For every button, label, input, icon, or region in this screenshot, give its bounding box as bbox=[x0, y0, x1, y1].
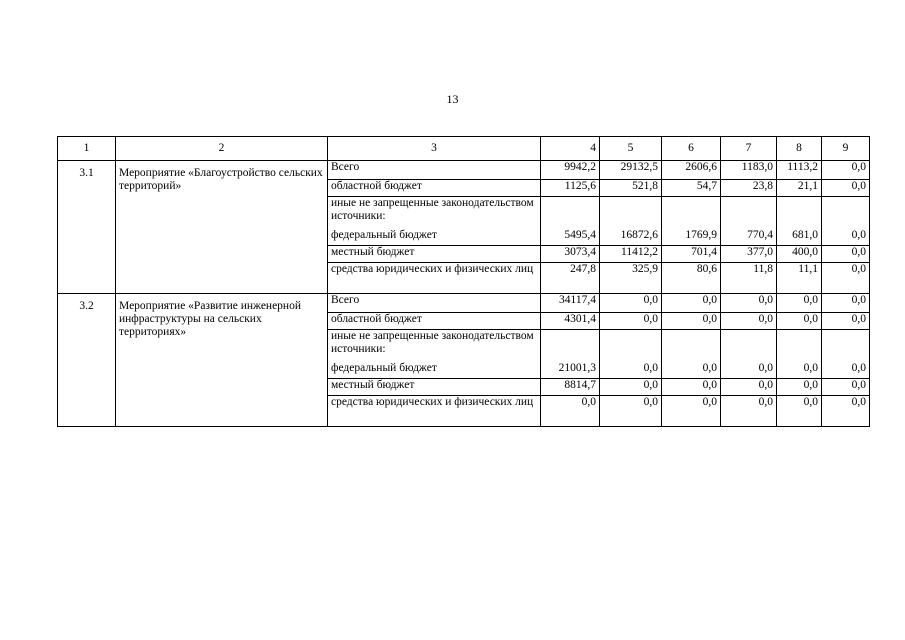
value-cell: 1125,6 bbox=[541, 180, 600, 197]
header-cell: 5 bbox=[600, 137, 662, 161]
value-cell: 0,0 bbox=[662, 396, 721, 427]
value-cell: 701,4 bbox=[662, 246, 721, 263]
funding-source-cell: Всего bbox=[328, 161, 541, 180]
value-cell: 0,0 bbox=[721, 379, 777, 396]
value-cell: 0,0 bbox=[777, 294, 822, 313]
value-cell bbox=[662, 197, 721, 230]
value-cell: 3073,4 bbox=[541, 246, 600, 263]
value-cell bbox=[777, 197, 822, 230]
value-cell: 0,0 bbox=[777, 379, 822, 396]
value-cell: 1183,0 bbox=[721, 161, 777, 180]
value-cell bbox=[600, 197, 662, 230]
header-cell: 8 bbox=[777, 137, 822, 161]
table-row bbox=[58, 294, 870, 313]
header-cell: 9 bbox=[822, 137, 870, 161]
value-cell: 8814,7 bbox=[541, 379, 600, 396]
header-cell: 2 bbox=[116, 137, 328, 161]
value-cell: 0,0 bbox=[600, 379, 662, 396]
value-cell: 9942,2 bbox=[541, 161, 600, 180]
measure-name-cell: Мероприятие «Благоустройство сельских территорий» bbox=[116, 161, 328, 294]
funding-source-cell: Всего bbox=[328, 294, 541, 313]
budget-table bbox=[57, 136, 870, 427]
funding-source-cell: местный бюджет bbox=[328, 379, 541, 396]
value-cell: 5495,4 bbox=[541, 229, 600, 246]
value-cell: 0,0 bbox=[777, 396, 822, 427]
item-number-cell: 3.1 bbox=[58, 161, 116, 294]
value-cell: 29132,5 bbox=[600, 161, 662, 180]
value-cell bbox=[721, 330, 777, 363]
value-cell: 1769,9 bbox=[662, 229, 721, 246]
value-cell: 0,0 bbox=[600, 396, 662, 427]
value-cell: 0,0 bbox=[822, 379, 870, 396]
value-cell bbox=[541, 330, 600, 363]
header-cell: 1 bbox=[58, 137, 116, 161]
item-number-cell: 3.2 bbox=[58, 294, 116, 427]
value-cell: 0,0 bbox=[721, 396, 777, 427]
funding-source-cell: местный бюджет bbox=[328, 246, 541, 263]
value-cell bbox=[600, 330, 662, 363]
funding-source-cell: федеральный бюджет bbox=[328, 229, 541, 246]
value-cell: 0,0 bbox=[777, 362, 822, 379]
funding-source-cell: средства юридических и физических лиц bbox=[328, 263, 541, 294]
measure-name-cell: Мероприятие «Развитие инженерной инфраструктуры на сельских территориях» bbox=[116, 294, 328, 427]
funding-source-cell: средства юридических и физических лиц bbox=[328, 396, 541, 427]
funding-source-cell: областной бюджет bbox=[328, 180, 541, 197]
value-cell: 11412,2 bbox=[600, 246, 662, 263]
value-cell: 0,0 bbox=[600, 294, 662, 313]
table-body bbox=[58, 137, 870, 427]
value-cell: 0,0 bbox=[662, 294, 721, 313]
value-cell: 0,0 bbox=[662, 313, 721, 330]
header-cell: 3 bbox=[328, 137, 541, 161]
header-cell: 4 bbox=[541, 137, 600, 161]
value-cell: 0,0 bbox=[541, 396, 600, 427]
value-cell: 80,6 bbox=[662, 263, 721, 294]
value-cell: 23,8 bbox=[721, 180, 777, 197]
value-cell bbox=[822, 197, 870, 230]
value-cell: 0,0 bbox=[600, 313, 662, 330]
value-cell: 0,0 bbox=[822, 396, 870, 427]
funding-source-cell: иные не запрещенные законодательством источники: bbox=[328, 330, 541, 363]
value-cell: 54,7 bbox=[662, 180, 721, 197]
value-cell: 325,9 bbox=[600, 263, 662, 294]
value-cell bbox=[822, 330, 870, 363]
value-cell: 4301,4 bbox=[541, 313, 600, 330]
value-cell: 0,0 bbox=[822, 229, 870, 246]
value-cell: 400,0 bbox=[777, 246, 822, 263]
value-cell: 0,0 bbox=[777, 313, 822, 330]
value-cell: 0,0 bbox=[822, 313, 870, 330]
funding-source-cell: областной бюджет bbox=[328, 313, 541, 330]
value-cell: 34117,4 bbox=[541, 294, 600, 313]
value-cell: 0,0 bbox=[600, 362, 662, 379]
value-cell: 377,0 bbox=[721, 246, 777, 263]
header-row bbox=[58, 137, 870, 161]
value-cell: 0,0 bbox=[662, 379, 721, 396]
value-cell bbox=[721, 197, 777, 230]
value-cell: 0,0 bbox=[721, 294, 777, 313]
value-cell bbox=[662, 330, 721, 363]
value-cell: 0,0 bbox=[822, 180, 870, 197]
funding-source-cell: федеральный бюджет bbox=[328, 362, 541, 379]
value-cell: 0,0 bbox=[721, 362, 777, 379]
value-cell: 0,0 bbox=[822, 263, 870, 294]
value-cell bbox=[541, 197, 600, 230]
value-cell: 16872,6 bbox=[600, 229, 662, 246]
value-cell: 11,8 bbox=[721, 263, 777, 294]
value-cell: 0,0 bbox=[822, 161, 870, 180]
value-cell: 1113,2 bbox=[777, 161, 822, 180]
value-cell: 521,8 bbox=[600, 180, 662, 197]
value-cell: 0,0 bbox=[822, 294, 870, 313]
value-cell: 770,4 bbox=[721, 229, 777, 246]
value-cell: 247,8 bbox=[541, 263, 600, 294]
value-cell: 0,0 bbox=[662, 362, 721, 379]
header-cell: 6 bbox=[662, 137, 721, 161]
value-cell: 21001,3 bbox=[541, 362, 600, 379]
value-cell: 0,0 bbox=[822, 362, 870, 379]
value-cell: 681,0 bbox=[777, 229, 822, 246]
value-cell: 21,1 bbox=[777, 180, 822, 197]
value-cell: 0,0 bbox=[822, 246, 870, 263]
value-cell bbox=[777, 330, 822, 363]
value-cell: 2606,6 bbox=[662, 161, 721, 180]
header-cell: 7 bbox=[721, 137, 777, 161]
page-number: 13 bbox=[446, 92, 459, 106]
table-row bbox=[58, 161, 870, 180]
value-cell: 11,1 bbox=[777, 263, 822, 294]
funding-source-cell: иные не запрещенные законодательством источники: bbox=[328, 197, 541, 230]
value-cell: 0,0 bbox=[721, 313, 777, 330]
